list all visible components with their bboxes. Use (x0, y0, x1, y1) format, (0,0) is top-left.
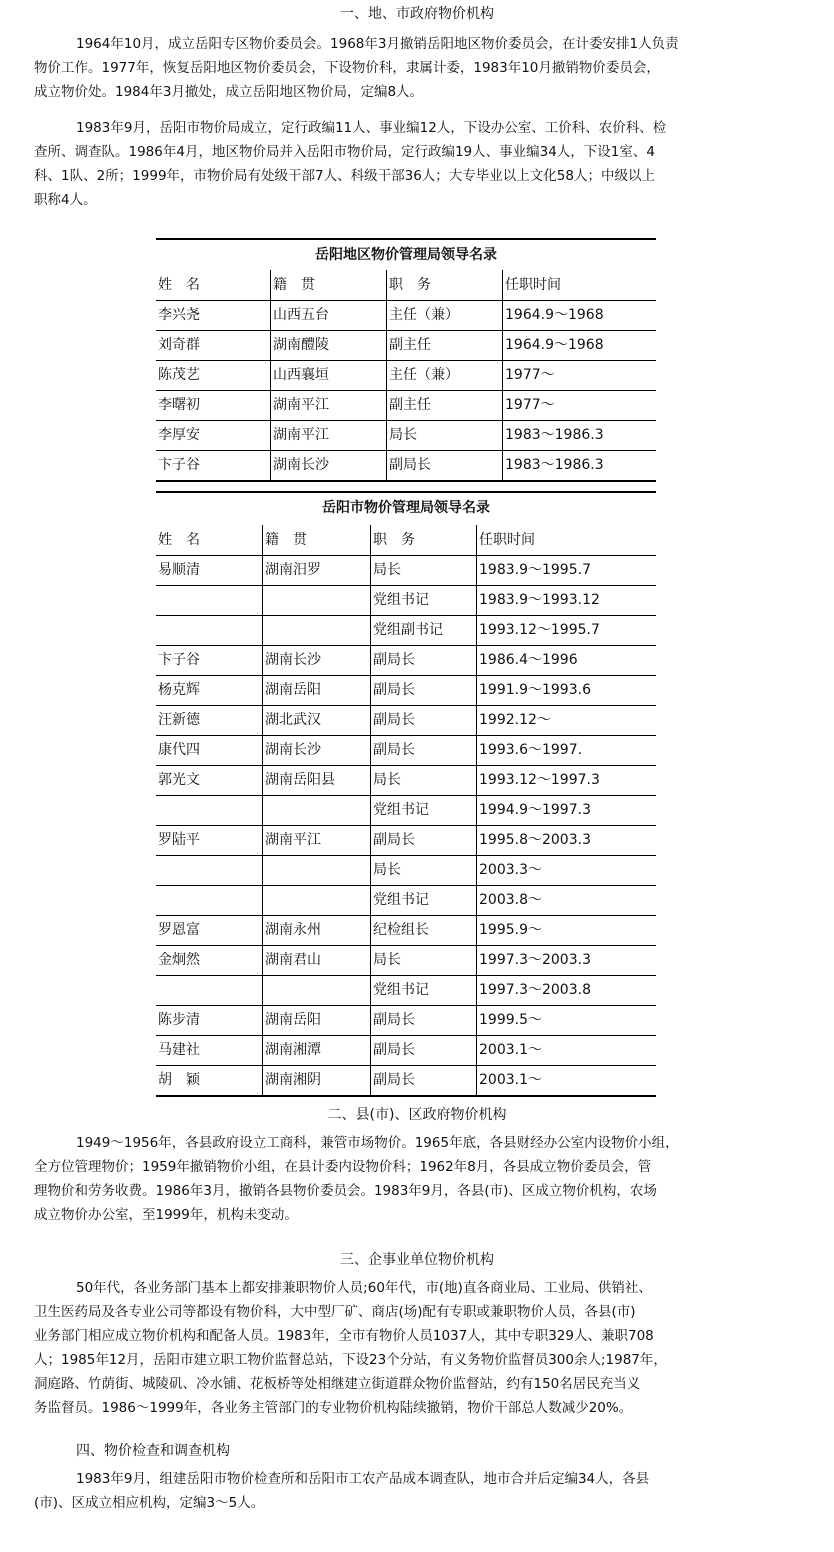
cell-position: 党组书记 (370, 975, 476, 1005)
cell-term: 1983～1986.3 (502, 420, 656, 450)
cell-name (156, 795, 262, 825)
cell-name: 马建社 (158, 1042, 200, 1058)
cell-term: 1964.9～1968 (502, 300, 656, 330)
cell-term: 1993.12～1997.3 (476, 765, 656, 795)
section-2-paragraph-1 (34, 1131, 804, 1227)
table-row (156, 420, 656, 451)
cell-origin (262, 975, 370, 1005)
table-row (156, 705, 656, 736)
table-row (156, 1065, 656, 1097)
section-2-heading: 二、县(市)、区政府物价机构 (327, 1107, 507, 1123)
text-line: 务监督员。1986～1999年，各业务主管部门的专业物价机构陆续撤销，物价干部总人数减少20%。 (34, 1400, 633, 1416)
table-row (156, 390, 656, 421)
cell-position: 局长 (386, 420, 502, 450)
cell-position: 主任（兼） (386, 300, 502, 330)
cell-position: 副局长 (370, 645, 476, 675)
cell-origin: 湖南湘潭 (262, 1035, 370, 1065)
cell-name: 陈步清 (158, 1012, 200, 1028)
cell-position: 局长 (370, 555, 476, 585)
cell-name: 康代四 (158, 742, 200, 758)
table-header-row (156, 525, 656, 556)
cell-position: 党组书记 (370, 585, 476, 615)
table-row (156, 795, 656, 826)
table-row (156, 825, 656, 856)
text-line: 职称4人。 (34, 192, 97, 208)
cell-name: 罗陆平 (158, 832, 200, 848)
cell-term: 1977～ (502, 360, 656, 390)
table-row (156, 675, 656, 706)
cell-origin: 湖南君山 (262, 945, 370, 975)
cell-position: 党组书记 (370, 885, 476, 915)
cell-origin: 湖南平江 (262, 825, 370, 855)
table-top-rule (156, 238, 656, 240)
section-1-paragraph-1 (34, 32, 804, 104)
header-term: 任职时间 (502, 270, 656, 300)
text-line: (市)、区成立相应机构，定编3～5人。 (34, 1495, 265, 1511)
header-name: 姓 名 (158, 532, 200, 548)
header-position: 职 务 (370, 525, 476, 555)
table-title: 岳阳市物价管理局领导名录 (322, 500, 490, 516)
table-row (156, 585, 656, 616)
cell-origin: 湖南长沙 (262, 735, 370, 765)
cell-position: 副主任 (386, 330, 502, 360)
text-line: 科、1队、2所；1999年，市物价局有处级干部7人、科级干部36人；大专毕业以上文化58人；中级以上 (34, 168, 655, 184)
cell-term: 1964.9～1968 (502, 330, 656, 360)
cell-term: 2003.8～ (476, 885, 656, 915)
text-line: 理物价和劳务收费。1986年3月，撤销各县物价委员会。1983年9月，各县(市)、区成立物价机构，农场 (34, 1183, 657, 1199)
cell-origin: 湖南湘阴 (262, 1065, 370, 1095)
header-origin: 籍 贯 (270, 270, 386, 300)
table-row (156, 645, 656, 676)
section-1-heading: 一、地、市政府物价机构 (340, 6, 494, 22)
cell-position: 党组副书记 (370, 615, 476, 645)
table-row (156, 885, 656, 916)
cell-origin (262, 885, 370, 915)
text-line: 业务部门相应成立物价机构和配备人员。1983年，全市有物价人员1037人，其中专职329人、兼职708 (34, 1328, 654, 1344)
cell-position: 副局长 (370, 1005, 476, 1035)
cell-name: 郭光文 (158, 772, 200, 788)
section-3-paragraph-1 (34, 1276, 804, 1420)
text-line: 查所、调查队。1986年4月，地区物价局并入岳阳市物价局，定行政编19人、事业编34人，下设1室、4 (34, 144, 655, 160)
text-line: 成立物价办公室，至1999年，机构未变动。 (34, 1207, 298, 1223)
cell-origin: 湖南岳阳县 (262, 765, 370, 795)
cell-position: 纪检组长 (370, 915, 476, 945)
cell-name: 金炯然 (158, 952, 200, 968)
cell-term: 2003.1～ (476, 1065, 656, 1095)
table-row (156, 615, 656, 646)
cell-origin: 湖南平江 (270, 390, 386, 420)
cell-position: 副局长 (386, 450, 502, 480)
table-row (156, 735, 656, 766)
cell-term: 1983～1986.3 (502, 450, 656, 480)
cell-name: 胡 颖 (158, 1072, 200, 1088)
text-line: 1964年10月，成立岳阳专区物价委员会。1968年3月撤销岳阳地区物价委员会，在计委安排1人负责 (76, 36, 679, 52)
cell-origin (262, 585, 370, 615)
table-top-rule (156, 491, 656, 493)
cell-origin: 湖南长沙 (262, 645, 370, 675)
cell-position: 副局长 (370, 1035, 476, 1065)
cell-name: 罗恩富 (158, 922, 200, 938)
cell-position: 副局长 (370, 1065, 476, 1095)
cell-position: 副局长 (370, 705, 476, 735)
table-row (156, 945, 656, 976)
cell-name (156, 975, 262, 1005)
cell-name (156, 855, 262, 885)
cell-name (156, 885, 262, 915)
cell-origin: 湖南长沙 (270, 450, 386, 480)
table-row (156, 765, 656, 796)
cell-term: 1983.9～1995.7 (476, 555, 656, 585)
cell-term: 1995.9～ (476, 915, 656, 945)
text-line: 卫生医药局及各专业公司等都设有物价科，大中型厂矿、商店(场)配有专职或兼职物价人员，各县(市) (34, 1304, 636, 1320)
cell-name: 易顺清 (158, 562, 200, 578)
cell-origin: 湖南岳阳 (262, 675, 370, 705)
cell-term: 1995.8～2003.3 (476, 825, 656, 855)
cell-term: 1997.3～2003.8 (476, 975, 656, 1005)
table-row (156, 1035, 656, 1066)
text-line: 50年代，各业务部门基本上都安排兼职物价人员;60年代，市(地)直各商业局、工业局、供销社、 (76, 1280, 652, 1296)
text-line: 人；1985年12月，岳阳市建立职工物价监督总站，下设23个分站，有义务物价监督员300余人;1987年， (34, 1352, 667, 1368)
table-row (156, 555, 656, 586)
table-row (156, 915, 656, 946)
section-4-heading: 四、物价检查和调查机构 (76, 1443, 230, 1459)
text-line: 物价工作。1977年，恢复岳阳地区物价委员会，下设物价科，隶属计委，1983年10月撤销物价委员会， (34, 60, 660, 76)
cell-origin: 山西襄垣 (270, 360, 386, 390)
cell-name: 刘奇群 (158, 337, 200, 353)
cell-origin: 湖北武汉 (262, 705, 370, 735)
cell-name: 卞子谷 (158, 652, 200, 668)
cell-origin (262, 795, 370, 825)
table-row (156, 975, 656, 1006)
cell-name: 卞子谷 (158, 457, 200, 473)
table-row (156, 330, 656, 361)
cell-term: 1983.9～1993.12 (476, 585, 656, 615)
cell-term: 1977～ (502, 390, 656, 420)
header-term: 任职时间 (476, 525, 656, 555)
cell-origin (262, 615, 370, 645)
header-position: 职 务 (386, 270, 502, 300)
table-row (156, 360, 656, 391)
cell-position: 副局长 (370, 675, 476, 705)
cell-name: 李曙初 (158, 397, 200, 413)
text-line: 洞庭路、竹荫街、城陵矶、冷水铺、花板桥等处相继建立街道群众物价监督站，约有150名居民充当义 (34, 1376, 641, 1392)
cell-position: 副主任 (386, 390, 502, 420)
header-name: 姓 名 (158, 277, 200, 293)
cell-term: 1994.9～1997.3 (476, 795, 656, 825)
text-line: 1983年9月，组建岳阳市物价检查所和岳阳市工农产品成本调查队，地市合并后定编34人，各县 (76, 1471, 650, 1487)
cell-name: 杨克辉 (158, 682, 200, 698)
cell-position: 主任（兼） (386, 360, 502, 390)
header-origin: 籍 贯 (262, 525, 370, 555)
cell-origin: 湖南汨罗 (262, 555, 370, 585)
cell-term: 1997.3～2003.3 (476, 945, 656, 975)
cell-term: 1986.4～1996 (476, 645, 656, 675)
cell-term: 2003.1～ (476, 1035, 656, 1065)
section-1-paragraph-2 (34, 116, 804, 212)
table-header-row (156, 270, 656, 301)
cell-term: 1999.5～ (476, 1005, 656, 1035)
cell-name: 李厚安 (158, 427, 200, 443)
cell-position: 副局长 (370, 825, 476, 855)
cell-position: 局长 (370, 855, 476, 885)
cell-origin: 湖南岳阳 (262, 1005, 370, 1035)
cell-origin: 山西五台 (270, 300, 386, 330)
cell-origin: 湖南平江 (270, 420, 386, 450)
cell-origin: 湖南醴陵 (270, 330, 386, 360)
cell-term: 1993.6～1997. (476, 735, 656, 765)
text-line: 全方位管理物价；1959年撤销物价小组，在县计委内设物价科；1962年8月，各县成立物价委员会，管 (34, 1159, 652, 1175)
cell-name: 李兴尧 (158, 307, 200, 323)
cell-name (156, 615, 262, 645)
cell-term: 1993.12～1995.7 (476, 615, 656, 645)
cell-position: 局长 (370, 765, 476, 795)
cell-position: 局长 (370, 945, 476, 975)
table-row (156, 300, 656, 331)
text-line: 1949～1956年，各县政府设立工商科，兼管市场物价。1965年底，各县财经办公室内设物价小组， (76, 1135, 679, 1151)
cell-position: 副局长 (370, 735, 476, 765)
cell-position: 党组书记 (370, 795, 476, 825)
section-4-paragraph-1 (34, 1467, 804, 1515)
cell-term: 2003.3～ (476, 855, 656, 885)
text-line: 1983年9月，岳阳市物价局成立，定行政编11人、事业编12人，下设办公室、工价科、农价科、检 (76, 120, 667, 136)
cell-origin (262, 855, 370, 885)
table-row (156, 855, 656, 886)
table-row (156, 450, 656, 482)
cell-origin: 湖南永州 (262, 915, 370, 945)
cell-term: 1991.9～1993.6 (476, 675, 656, 705)
table-title: 岳阳地区物价管理局领导名录 (315, 247, 497, 263)
cell-name: 汪新德 (158, 712, 200, 728)
cell-name: 陈茂艺 (158, 367, 200, 383)
cell-name (156, 585, 262, 615)
cell-term: 1992.12～ (476, 705, 656, 735)
table-row (156, 1005, 656, 1036)
section-3-heading: 三、企事业单位物价机构 (340, 1252, 494, 1268)
text-line: 成立物价处。1984年3月撤处，成立岳阳地区物价局，定编8人。 (34, 84, 424, 100)
